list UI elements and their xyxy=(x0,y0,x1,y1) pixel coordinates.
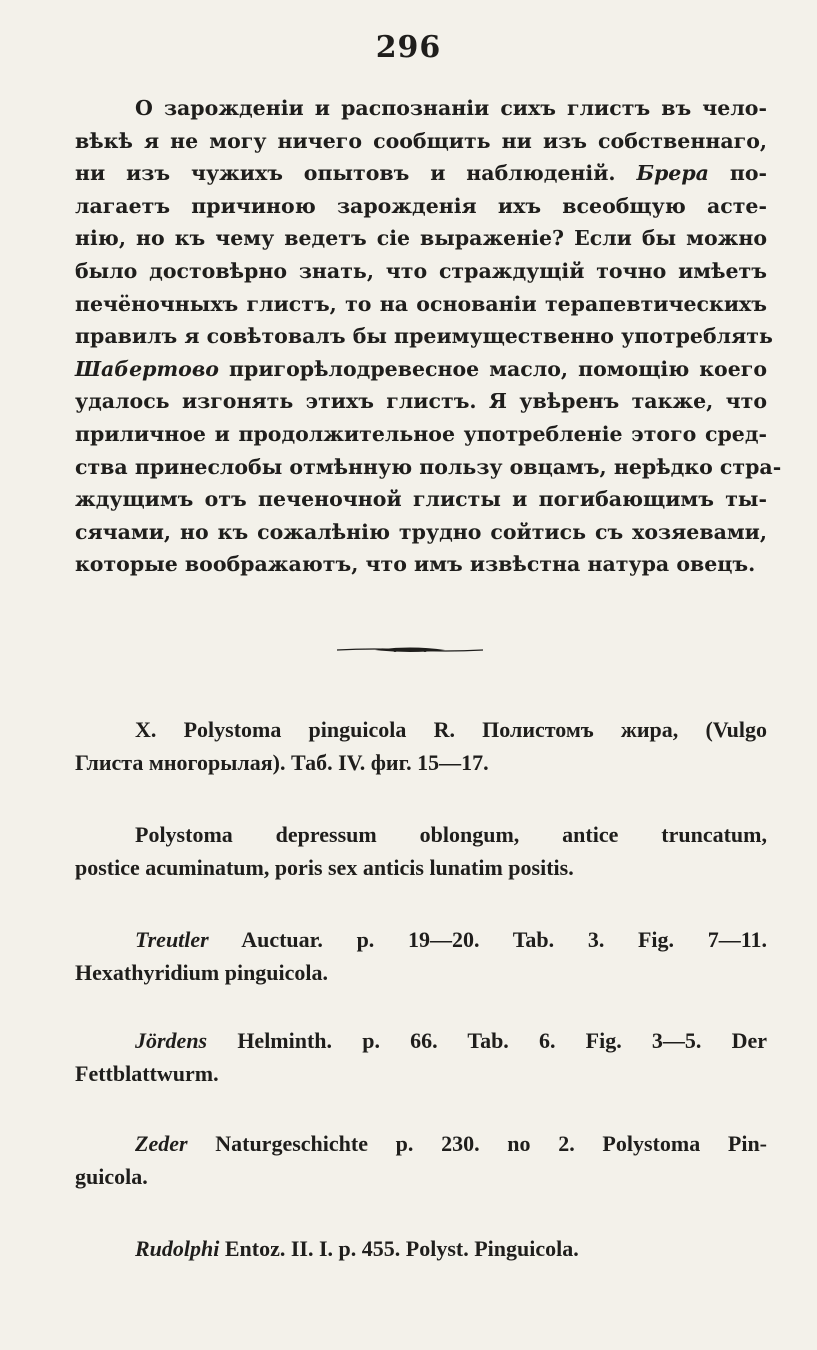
text-line: печёночныхъ глистъ, то на основаніи терапевтическихъ xyxy=(75,291,767,316)
text-line: вѣкѣ я не могу ничего сообщить ни изъ собственнаго, xyxy=(75,128,767,153)
reference-zeder xyxy=(75,1127,767,1192)
text-line: правилъ я совѣтовалъ бы преимущественно употреблять xyxy=(75,324,773,349)
text-fragment: пригорѣлодревесное масло, помощію коего xyxy=(229,356,767,381)
reference-treutler xyxy=(75,923,767,988)
text-line: было достовѣрно знать, что страждущій точно имѣетъ xyxy=(75,258,767,283)
author-name: Брера xyxy=(636,161,709,186)
text-line: ства принеслобы отмѣнную пользу овцамъ, нерѣдко стра- xyxy=(75,454,782,479)
text-line: О зарожденіи и распознаніи сихъ глистъ въ чело- xyxy=(135,96,767,120)
text-fragment: по- xyxy=(729,161,768,186)
reference-rudolphi xyxy=(75,1232,767,1265)
text-line: приличное и продолжительное употребленіе этого сред- xyxy=(75,421,767,446)
reference-author: Zeder xyxy=(135,1131,188,1156)
reference-text: Naturgeschichte p. 230. no 2. Polystoma Pin- xyxy=(215,1131,768,1156)
section-heading xyxy=(75,713,767,778)
reference-line: Fettblattwurm. xyxy=(75,1060,219,1086)
text-line xyxy=(75,157,767,190)
text-fragment: ни изъ чужихъ опытовъ и наблюденій. xyxy=(75,161,616,186)
text-line: лагаетъ причиною зарожденія ихъ всеобщую асте- xyxy=(75,193,767,218)
reference-line: guicola. xyxy=(75,1163,148,1189)
heading-line: X. Polystoma pinguicola R. Полистомъ жира, (Vulgo xyxy=(135,717,767,742)
ornamental-divider xyxy=(335,640,485,660)
author-name: Шабертово xyxy=(75,356,219,381)
diagnosis xyxy=(75,818,767,883)
diagnosis-line: postice acuminatum, poris sex anticis lunatim positis. xyxy=(75,854,574,880)
reference-author: Treutler xyxy=(135,927,209,952)
text-line: ждущимъ отъ печеночной глисты и погибающимъ ты- xyxy=(75,487,767,512)
page-number: 296 xyxy=(375,30,442,65)
text-line: сячами, но къ сожалѣнію трудно сойтись съ хозяевами, xyxy=(75,519,767,544)
reference-line xyxy=(75,1024,767,1057)
diagnosis-line: Polystoma depressum oblongum, antice truncatum, xyxy=(135,822,767,847)
heading-line: Глиста многорылая). Таб. IV. фиг. 15—17. xyxy=(75,749,489,775)
paragraph-intro xyxy=(75,92,782,581)
reference-author: Rudolphi xyxy=(135,1236,220,1261)
reference-author: Jördens xyxy=(135,1028,208,1053)
reference-line xyxy=(75,1232,767,1265)
reference-line xyxy=(75,923,767,956)
text-line: удалось изгонять этихъ глистъ. Я увѣренъ также, что xyxy=(75,389,767,414)
reference-jordens xyxy=(75,1024,767,1089)
reference-line: Hexathyridium pinguicola. xyxy=(75,959,329,985)
text-line: нію, но къ чему ведетъ сіе выраженіе? Если бы можно xyxy=(75,226,767,251)
reference-text: Entoz. II. I. p. 455. Polyst. Pinguicola. xyxy=(224,1236,579,1261)
text-line: которые воображаютъ, что имъ извѣстна натура овецъ. xyxy=(75,552,756,577)
reference-text: Auctuar. p. 19—20. Tab. 3. Fig. 7—11. xyxy=(241,927,767,952)
reference-line xyxy=(75,1127,767,1160)
reference-text: Helminth. p. 66. Tab. 6. Fig. 3—5. Der xyxy=(237,1028,768,1053)
text-line xyxy=(75,353,767,386)
